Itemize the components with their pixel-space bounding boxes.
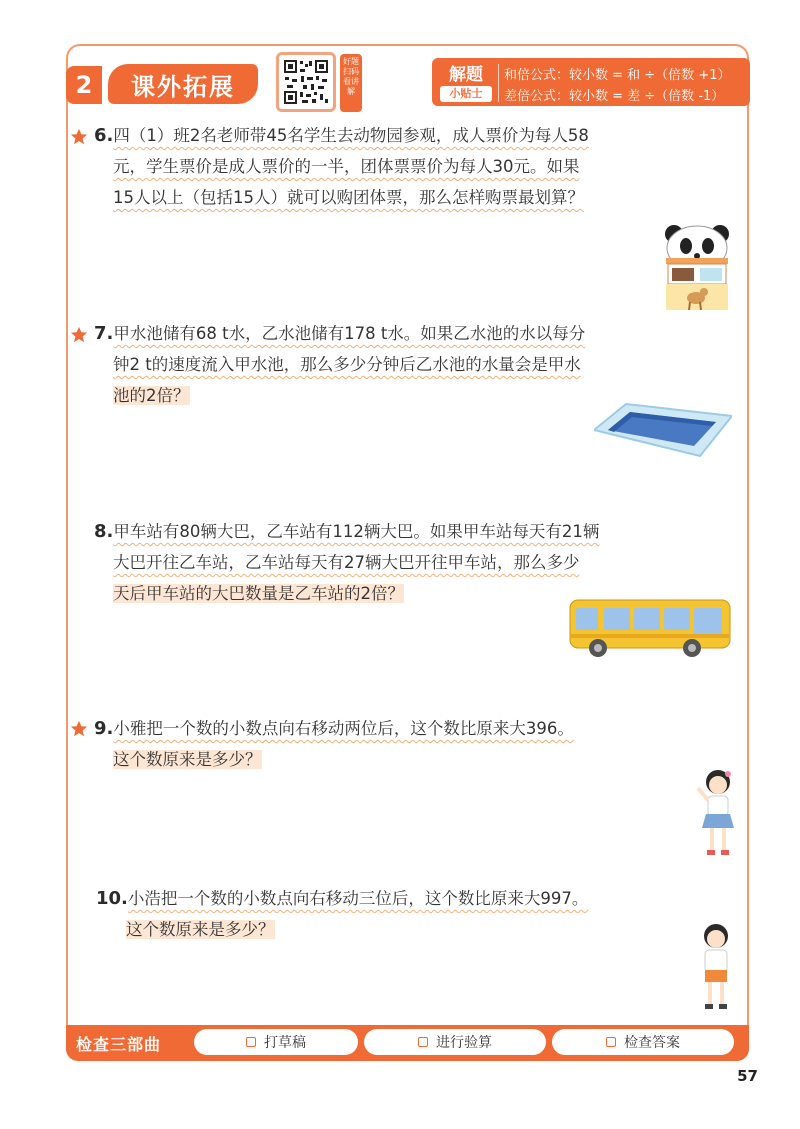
tips-subtitle: 小贴士 — [440, 86, 492, 102]
question-text: 这个数原来是多少？ — [126, 920, 275, 939]
question-line — [94, 744, 574, 775]
check-step-verify[interactable] — [364, 1029, 546, 1055]
page-number: 57 — [737, 1067, 758, 1085]
question-number: 9. — [94, 718, 114, 739]
star-icon — [70, 326, 88, 344]
bus-illustration — [568, 596, 734, 660]
question-6 — [94, 120, 589, 213]
boy-illustration — [694, 920, 742, 1012]
question-line — [96, 914, 588, 945]
tips-formula-diff: 差倍公式：较小数 = 差 ÷（倍数 -1） — [504, 89, 725, 104]
qr-side-label: 好题扫码看讲解 — [340, 54, 362, 112]
question-line — [94, 182, 589, 213]
question-text: 小雅把一个数的小数点向右移动两位后，这个数比原来大396。 — [113, 719, 574, 738]
check-step-answer[interactable] — [552, 1029, 734, 1055]
question-line — [94, 120, 589, 151]
question-8 — [94, 516, 599, 609]
question-text: 天后甲车站的大巴数量是乙车站的2倍？ — [113, 584, 404, 603]
qr-code[interactable] — [276, 52, 336, 112]
question-text: 钟2 t的速度流入甲水池，那么多少分钟后乙水池的水量会是甲水 — [113, 355, 581, 374]
question-line — [94, 547, 599, 578]
check-step-label: 打草稿 — [264, 1035, 306, 1051]
question-line — [94, 380, 585, 411]
question-line — [94, 349, 585, 380]
panda-zoo-illustration — [662, 222, 732, 312]
question-text: 甲车站有80辆大巴，乙车站有112辆大巴。如果甲车站每天有21辆 — [113, 522, 600, 541]
question-text: 甲水池储有68 t水，乙水池储有178 t水。如果乙水池的水以每分 — [113, 324, 586, 343]
question-line — [94, 151, 589, 182]
question-line — [94, 318, 585, 349]
question-line — [94, 516, 599, 547]
question-line — [94, 713, 574, 744]
footer-title: 检查三部曲 — [76, 1035, 162, 1054]
check-step-draft[interactable] — [194, 1029, 358, 1055]
question-number: 6. — [94, 125, 114, 146]
question-9 — [94, 713, 574, 775]
check-step-label: 进行验算 — [436, 1035, 492, 1051]
question-number: 10. — [96, 888, 128, 909]
section-title: 课外拓展 — [108, 64, 258, 104]
tips-divider — [498, 64, 499, 102]
pool-illustration — [594, 400, 732, 460]
checkbox-icon[interactable] — [418, 1037, 428, 1047]
question-text: 元，学生票价是成人票价的一半，团体票票价为每人30元。如果 — [113, 157, 580, 176]
question-number: 8. — [94, 521, 114, 542]
question-text: 池的2倍？ — [113, 386, 190, 405]
check-step-label: 检查答案 — [624, 1035, 680, 1051]
checkbox-icon[interactable] — [606, 1037, 616, 1047]
question-number: 7. — [94, 323, 114, 344]
question-7 — [94, 318, 585, 411]
tips-formula-sum: 和倍公式：较小数 = 和 ÷（倍数 +1） — [504, 68, 731, 83]
question-10 — [96, 883, 588, 945]
checkbox-icon[interactable] — [246, 1037, 256, 1047]
question-text: 这个数原来是多少？ — [113, 750, 262, 769]
question-text: 大巴开往乙车站，乙车站每天有27辆大巴开往甲车站，那么多少 — [113, 553, 580, 572]
question-text: 小浩把一个数的小数点向右移动三位后，这个数比原来大997。 — [127, 889, 589, 908]
star-icon — [70, 720, 88, 738]
star-icon — [70, 128, 88, 146]
qr-code-icon — [283, 59, 329, 105]
tips-title: 解题 — [449, 65, 483, 85]
girl-illustration — [690, 766, 742, 858]
question-text: 四（1）班2名老师带45名学生去动物园参观，成人票价为每人58 — [113, 126, 589, 145]
question-text: 15人以上（包括15人）就可以购团体票，那么怎样购票最划算？ — [113, 188, 584, 207]
question-line — [94, 578, 599, 609]
question-line — [96, 883, 588, 914]
section-number: 2 — [66, 66, 102, 104]
